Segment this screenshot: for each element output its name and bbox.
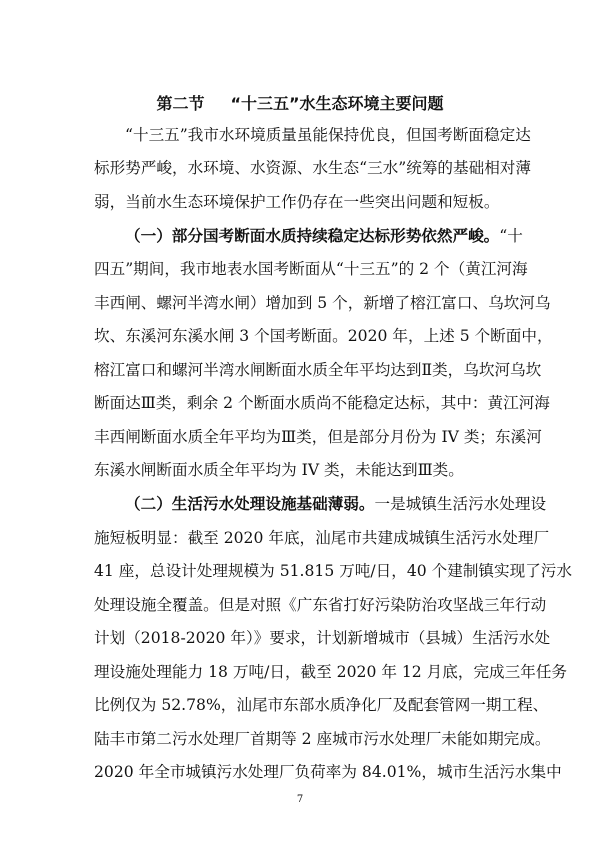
paragraph-2-line-3: 丰西闸、螺河半湾水闸）增加到 5 个，新增了榕江富口、乌坎河乌 <box>94 294 551 312</box>
paragraph-2-line-5: 榕江富口和螺河半湾水闸断面水质全年平均达到Ⅱ类，乌坎河乌坎 <box>94 361 542 379</box>
paragraph-3-line-3: 41 座，总设计处理规模为 51.815 万吨/日，40 个建制镇实现了污水 <box>94 562 572 580</box>
paragraph-2-line-1-rest: “十 <box>499 227 523 245</box>
section-number: 第二节 <box>156 94 205 113</box>
paragraph-1-line-3: 弱，当前水生态环境保护工作仍存在一些突出问题和短板。 <box>94 193 500 211</box>
paragraph-2-line-6: 断面达Ⅲ类，剩余 2 个断面水质尚不能稳定达标，其中：黄江河海 <box>94 394 550 412</box>
paragraph-3-line-1 <box>94 493 547 515</box>
paragraph-3-line-5: 计划（2018-2020 年）》要求，计划新增城市（县城）生活污水处 <box>94 629 551 647</box>
paragraph-3-line-7: 比例仅为 52.78%，汕尾市东部水质净化厂及配套管网一期工程、 <box>94 696 549 714</box>
paragraph-3-line-9: 2020 年全市城镇污水处理厂负荷率为 84.01%，城市生活污水集中 <box>94 763 562 781</box>
paragraph-3-line-2: 施短板明显：截至 2020 年底，汕尾市共建成城镇生活污水处理厂 <box>94 529 550 547</box>
section-heading: “十三五”水生态环境主要问题 <box>230 94 444 113</box>
paragraph-3-heading: （二）生活污水处理设施基础薄弱。 <box>125 495 375 513</box>
paragraph-2-line-7: 丰西闸断面水质全年平均为Ⅲ类，但是部分月份为 IV 类；东溪河 <box>94 428 542 446</box>
paragraph-3-line-4: 处理设施全覆盖。但是对照《广东省打好污染防治攻坚战三年行动 <box>94 596 547 614</box>
section-title <box>0 92 600 116</box>
paragraph-3-line-1-rest: 一是城镇生活污水处理设 <box>374 495 547 513</box>
paragraph-3-line-6: 理设施处理能力 18 万吨/日，截至 2020 年 12 月底，完成三年任务 <box>94 663 568 681</box>
paragraph-2-line-8: 东溪水闸断面水质全年平均为 IV 类，未能达到Ⅲ类。 <box>94 461 464 479</box>
paragraph-2-heading: （一）部分国考断面水质持续稳定达标形势依然严峻。 <box>125 227 500 245</box>
paragraph-1-line-1: “十三五”我市水环境质量虽能保持优良，但国考断面稳定达 <box>125 126 531 144</box>
paragraph-1-line-2: 标形势严峻，水环境、水资源、水生态“三水”统筹的基础相对薄 <box>94 159 531 177</box>
page-number: 7 <box>296 794 304 805</box>
paragraph-3-line-8: 陆丰市第二污水处理厂首期等 2 座城市污水处理厂未能如期完成。 <box>94 730 551 748</box>
paragraph-2-line-2: 四五”期间，我市地表水国考断面从“十三五”的 2 个（黄江河海 <box>94 260 528 278</box>
paragraph-2-line-1 <box>94 225 523 247</box>
paragraph-2-line-4: 坎、东溪河东溪水闸 3 个国考断面。2020 年，上述 5 个断面中， <box>94 327 553 345</box>
